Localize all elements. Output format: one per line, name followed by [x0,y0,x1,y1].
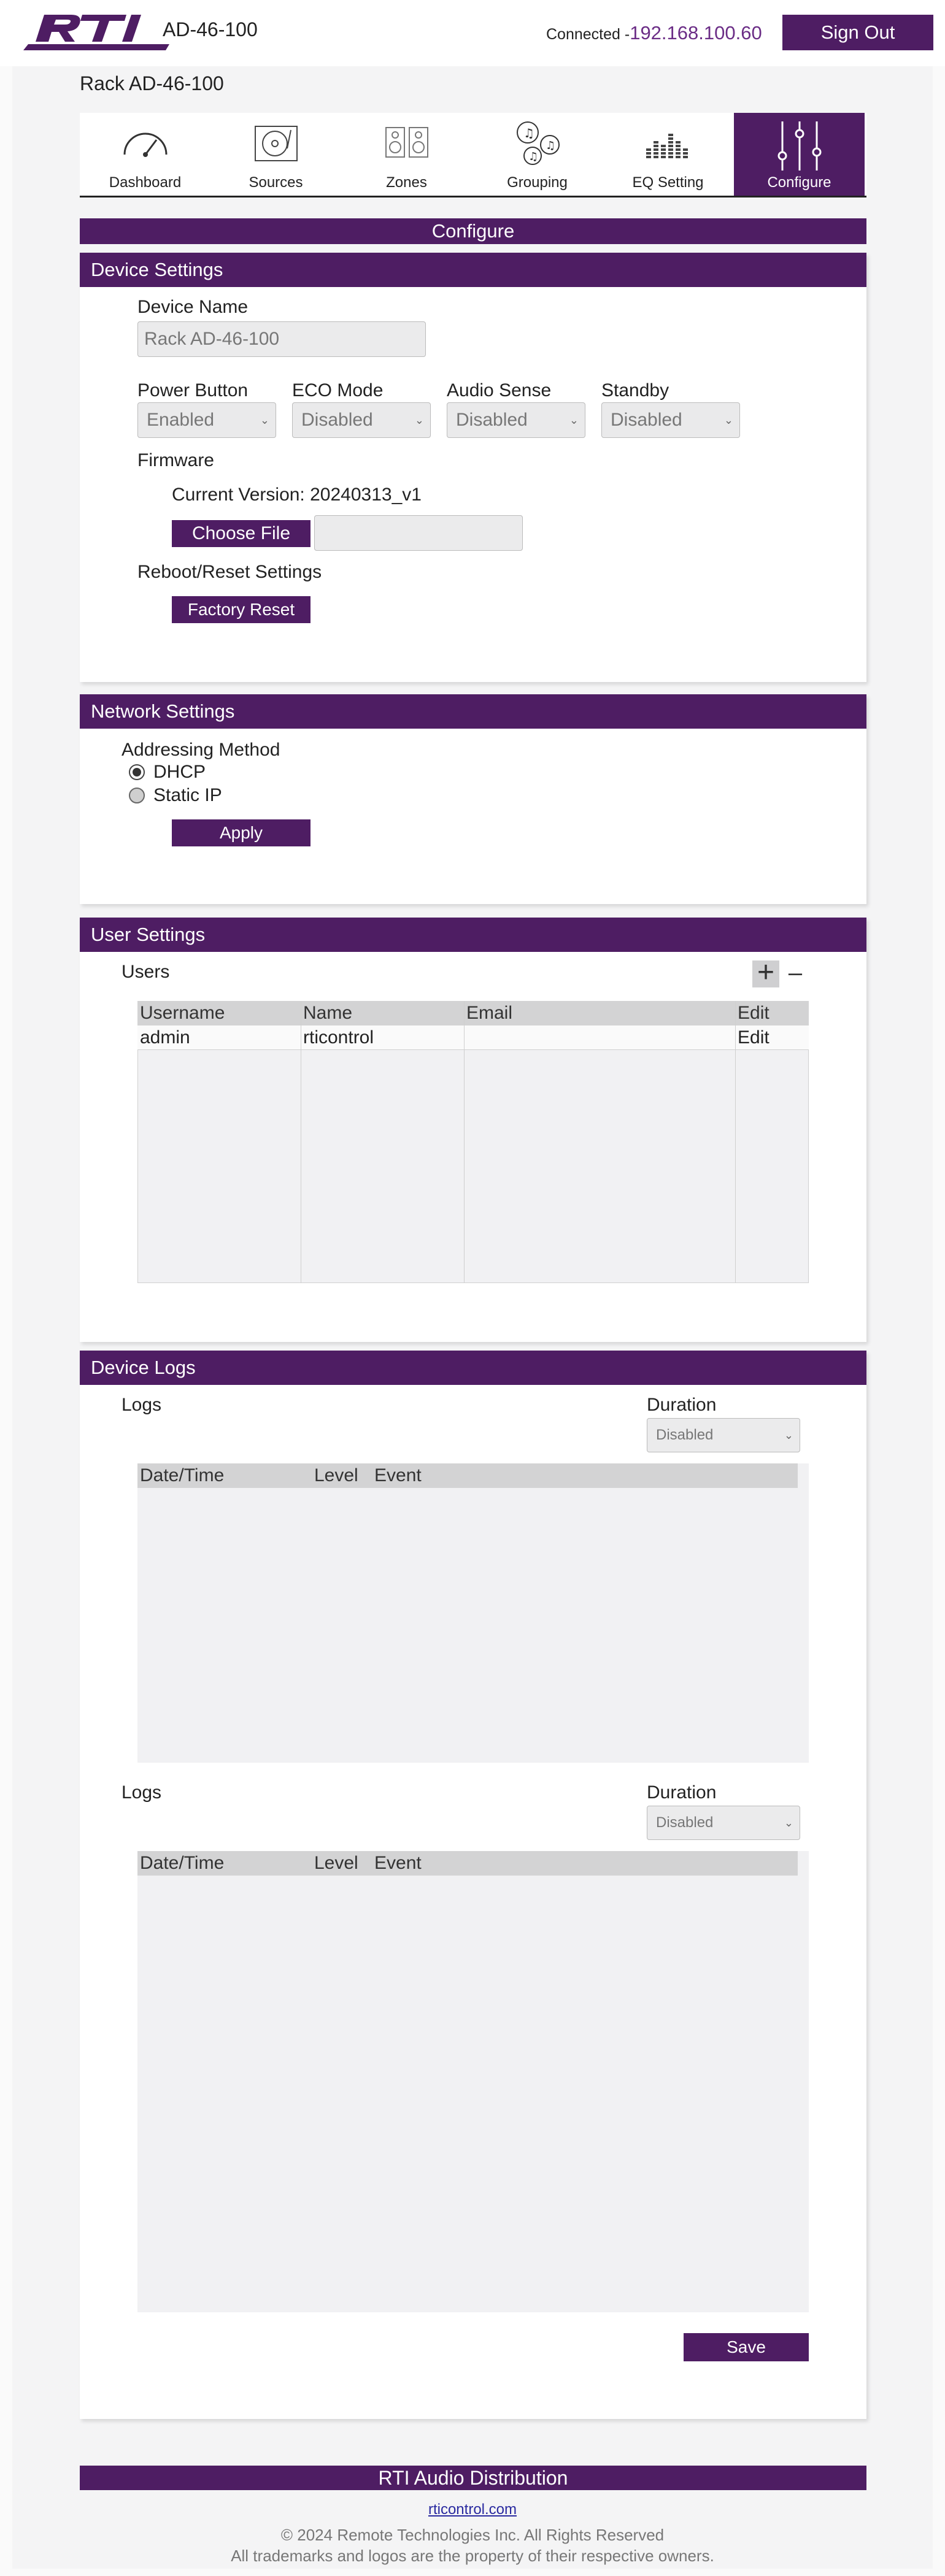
tab-label: Sources [249,174,303,191]
selected-value: Disabled [301,410,373,430]
reboot-reset-label: Reboot/Reset Settings [137,562,322,582]
users-label: Users [122,962,170,982]
duration-select[interactable] [647,1806,800,1840]
connection-status [546,22,762,44]
selected-value: Disabled [611,410,682,430]
column-header-email: Email [466,1003,513,1023]
footer-link[interactable]: rticontrol.com [428,2501,517,2518]
factory-reset-button[interactable]: Factory Reset [172,596,310,623]
audio-sense-label: Audio Sense [447,380,552,401]
tab-eq-setting[interactable] [603,113,733,196]
turntable-icon [252,124,301,163]
svg-text:♫: ♫ [545,139,555,152]
standby-select[interactable] [601,402,740,438]
logs-table [137,1851,809,2312]
audio-sense-select[interactable] [447,402,585,438]
top-header [0,0,945,66]
duration-label: Duration [647,1782,717,1803]
apply-button[interactable]: Apply [172,819,310,846]
save-button[interactable]: Save [684,2333,809,2361]
file-name-field[interactable] [314,515,523,551]
column-header-level: Level [314,1853,358,1873]
chevron-down-icon: ⌄ [260,414,269,426]
tab-label: Dashboard [109,174,182,191]
svg-text:♫: ♫ [528,150,538,163]
chevron-down-icon: ⌄ [723,414,733,426]
copyright-text: © 2024 Remote Technologies Inc. All Rights Reserved [280,2526,665,2544]
minus-icon: – [788,959,803,986]
selected-value: Disabled [656,1814,714,1831]
logs-table-header [137,1463,798,1488]
power-button-select[interactable] [137,402,276,438]
chevron-down-icon: ⌄ [784,1817,793,1829]
remove-user-button[interactable] [782,960,809,987]
duration-label: Duration [647,1395,717,1415]
tab-configure[interactable] [734,113,865,196]
logs-label: Logs [122,1782,162,1803]
device-logs-card [80,1351,866,2419]
addressing-method-label: Addressing Method [122,740,280,760]
selected-value: Disabled [456,410,528,430]
logs-label: Logs [122,1395,162,1415]
tab-label: Configure [767,174,831,191]
device-settings-card [80,253,866,682]
chevron-down-icon: ⌄ [569,414,579,426]
gauge-icon [121,124,170,161]
equalizer-icon [644,124,693,161]
column-header-edit: Edit [738,1003,770,1023]
section-title: Configure [80,218,866,244]
column-header-event: Event [374,1465,422,1485]
rack-title: Rack AD-46-100 [80,72,224,94]
column-header-username: Username [140,1003,225,1023]
card-header: Device Settings [80,253,866,287]
eco-mode-label: ECO Mode [292,380,384,401]
power-button-label: Power Button [137,380,249,401]
duration-select[interactable] [647,1418,800,1452]
card-header: Network Settings [80,694,866,729]
card-header: Device Logs [80,1351,866,1385]
tab-sources[interactable] [210,113,341,196]
user-settings-card [80,918,866,1342]
edit-user-link[interactable]: Edit [738,1027,770,1048]
rti-logo[interactable] [23,11,171,52]
music-notes-icon [512,119,563,166]
tab-grouping[interactable] [472,113,603,196]
table-row[interactable] [137,1025,809,1050]
device-name-input[interactable] [137,321,426,357]
card-header: User Settings [80,918,866,952]
column-header-datetime: Date/Time [140,1465,225,1485]
tab-label: EQ Setting [632,174,704,191]
choose-file-button[interactable]: Choose File [172,520,310,547]
cell-name: rticontrol [303,1027,374,1048]
add-user-button[interactable] [752,956,779,989]
plus-icon: + [757,956,775,989]
svg-text:♫: ♫ [523,126,534,140]
column-header-event: Event [374,1853,422,1873]
dhcp-label: DHCP [153,762,206,782]
standby-label: Standby [601,380,669,401]
main-nav [80,113,866,197]
column-header-name: Name [303,1003,353,1023]
logs-table [137,1463,809,1763]
firmware-label: Firmware [137,450,214,470]
tab-label: Grouping [507,174,568,191]
eco-mode-select[interactable] [292,402,431,438]
cell-username: admin [140,1027,190,1048]
tab-zones[interactable] [341,113,472,196]
logs-table-header [137,1851,798,1876]
column-header-level: Level [314,1465,358,1485]
chevron-down-icon: ⌄ [784,1429,793,1441]
sliders-icon [775,120,824,172]
trademark-text: All trademarks and logos are the property of their respective owners. [231,2547,714,2565]
selected-value: Enabled [147,410,215,430]
network-settings-card [80,694,866,904]
tab-label: Zones [386,174,427,191]
column-header-datetime: Date/Time [140,1853,225,1873]
selected-value: Disabled [656,1427,714,1443]
chevron-down-icon: ⌄ [414,414,424,426]
sign-out-button[interactable]: Sign Out [782,15,933,50]
device-model: AD-46-100 [163,18,258,40]
footer-title: RTI Audio Distribution [80,2466,866,2490]
connected-label: Connected - [546,26,630,43]
tab-dashboard[interactable] [80,113,210,196]
static-ip-label: Static IP [153,785,222,805]
static-ip-radio[interactable] [129,788,145,803]
current-version: Current Version: 20240313_v1 [172,485,422,505]
connected-ip: 192.168.100.60 [630,22,762,44]
dhcp-radio[interactable] [129,764,145,780]
speakers-icon [382,124,431,161]
device-name-label: Device Name [137,297,249,317]
